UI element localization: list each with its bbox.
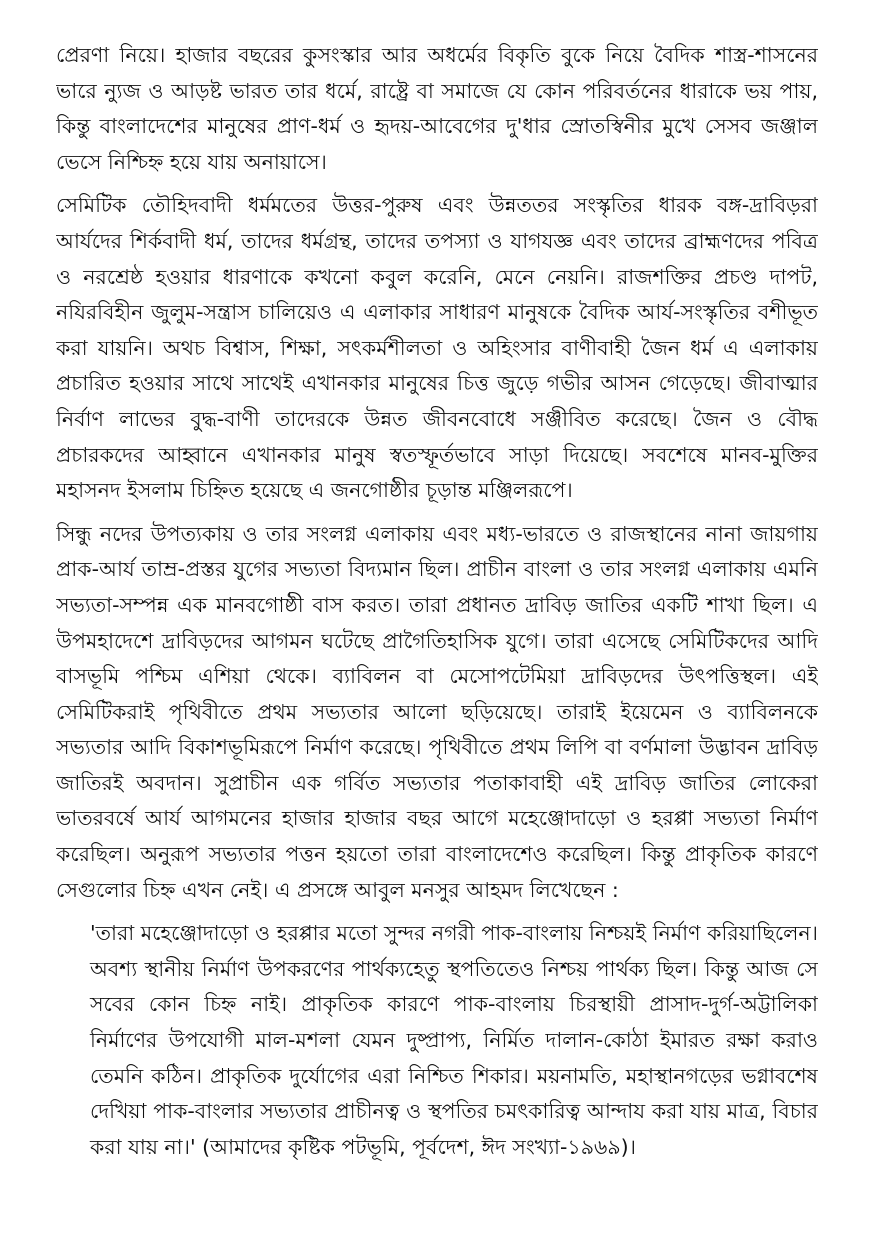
paragraph-1: প্রেরণা নিয়ে। হাজার বছরের কুসংস্কার আর অধর্মের বিকৃতি বুকে নিয়ে বৈদিক শাস্ত্র-শাসনের ভারে ন্যুজ ও আড়ষ্ট ভারত তার ধর্মে, রাষ্ট্রে বা সমাজে যে কোন পরিবর্তনের ধারাকে ভয় পায়, কিন্তু বাংলাদেশের মানুষের প্রাণ-ধর্ম ও হৃদয়-আবেগের দু'ধার স্রোতস্বিনীর মুখে সেসব জঞ্জাল ভেসে নিশ্চিহ্ন হয়ে যায় অনায়াসে।: [56, 43, 818, 174]
block-quote: 'তারা মহেঞ্জোদাড়ো ও হরপ্পার মতো সুন্দর নগরী পাক-বাংলায় নিশ্চয়ই নির্মাণ করিয়াছিলেন। অবশ্য স্থানীয় নির্মাণ উপকরণের পার্থক্যহেতু স্থপতিতেও নিশ্চয় পার্থক্য ছিল। কিন্তু আজ সে সবের কোন চিহ্ন নাই। প্রাকৃতিক কারণে পাক-বাংলায় চিরস্থায়ী প্রাসাদ-দুর্গ-অট্টালিকা নির্মাণের উপযোগী মাল-মশলা যেমন দুষ্প্রাপ্য, নির্মিত দালান-কোঠা ইমারত রক্ষা করাও তেমনি কঠিন। প্রাকৃতিক দুর্যোগের এরা নিশ্চিত শিকার। ময়নামতি, মহাস্থানগড়ের ভগ্নাবশেষ দেখিয়া পাক-বাংলার সভ্যতার প্রাচীনত্ব ও স্থপতির চমৎকারিত্ব আন্দায করা যায় মাত্র, বিচার করা যায় না।' (আমাদের কৃষ্টিক পটভূমি, পূর্বদেশ, ঈদ সংখ্যা-১৯৬৯)।: [90, 921, 818, 1159]
paragraph-2: সেমিটিক তৌহিদবাদী ধর্মমতের উত্তর-পুরুষ এবং উন্নততর সংস্কৃতির ধারক বঙ্গ-দ্রাবিড়রা আর্যদের শির্কবাদী ধর্ম, তাদের ধর্মগ্রন্থ, তাদের তপস্যা ও যাগযজ্ঞ এবং তাদের ব্রাহ্মণদের পবিত্র ও নরশ্রেষ্ঠ হওয়ার ধারণাকে কখনো কবুল করেনি, মেনে নেয়নি। রাজশক্তির প্রচণ্ড দাপট, নযিরবিহীন জুলুম-সন্ত্রাস চালিয়েও এ এলাকার সাধারণ মানুষকে বৈদিক আর্য-সংস্কৃতির বশীভূত করা যায়নি। অথচ বিশ্বাস, শিক্ষা, সৎকর্মশীলতা ও অহিংসার বাণীবাহী জৈন ধর্ম এ এলাকায় প্রচারিত হওয়ার সাথে সাথেই এখানকার মানুষের চিত্ত জুড়ে গভীর আসন গেড়েছে। জীবাত্মার নির্বাণ লাভের বুদ্ধ-বাণী তাদেরকে উন্নত জীবনবোধে সঞ্জীবিত করেছে। জৈন ও বৌদ্ধ প্রচারকদের আহ্বানে এখানকার মানুষ স্বতস্ফূর্তভাবে সাড়া দিয়েছে। সবশেষে মানব-মুক্তির মহাসনদ ইসলাম চিহ্নিত হয়েছে এ জনগোষ্ঠীর চূড়ান্ত মঞ্জিলরূপে।: [56, 193, 818, 503]
paragraph-3: সিন্ধু নদের উপত্যকায় ও তার সংলগ্ন এলাকায় এবং মধ্য-ভারতে ও রাজস্থানের নানা জায়গায় প্রাক-আর্য তাম্র-প্রস্তর যুগের সভ্যতা বিদ্যমান ছিল। প্রাচীন বাংলা ও তার সংলগ্ন এলাকায় এমনি সভ্যতা-সম্পন্ন এক মানবগোষ্ঠী বাস করত। তারা প্রধানত দ্রাবিড় জাতির একটি শাখা ছিল। এ উপমহাদেশে দ্রাবিড়দের আগমন ঘটেছে প্রাগৈতিহাসিক যুগে। তারা এসেছে সেমিটিকদের আদি বাসভূমি পশ্চিম এশিয়া থেকে। ব্যাবিলন বা মেসোপটেমিয়া দ্রাবিড়দের উৎপত্তিস্থল। এই সেমিটিকরাই পৃথিবীতে প্রথম সভ্যতার আলো ছড়িয়েছে। তারাই ইয়েমেন ও ব্যাবিলনকে সভ্যতার আদি বিকাশভূমিরূপে নির্মাণ করেছে। পৃথিবীতে প্রথম লিপি বা বর্ণমালা উদ্ভাবন দ্রাবিড় জাতিরই অবদান। সুপ্রাচীন এক গর্বিত সভ্যতার পতাকাবাহী এই দ্রাবিড় জাতির লোকেরা ভাতরবর্ষে আর্য আগমনের হাজার হাজার বছর আগে মহেঞ্জোদাড়ো ও হরপ্পা সভ্যতা নির্মাণ করেছিল। অনুরূপ সভ্যতার পত্তন হয়তো তারা বাংলাদেশেও করেছিল। কিন্তু প্রাকৃতিক কারণে সেগুলোর চিহ্ন এখন নেই। এ প্রসঙ্গে আবুল মনসুর আহমদ লিখেছেন :: [56, 521, 818, 902]
document-page: [56, 38, 818, 1238]
